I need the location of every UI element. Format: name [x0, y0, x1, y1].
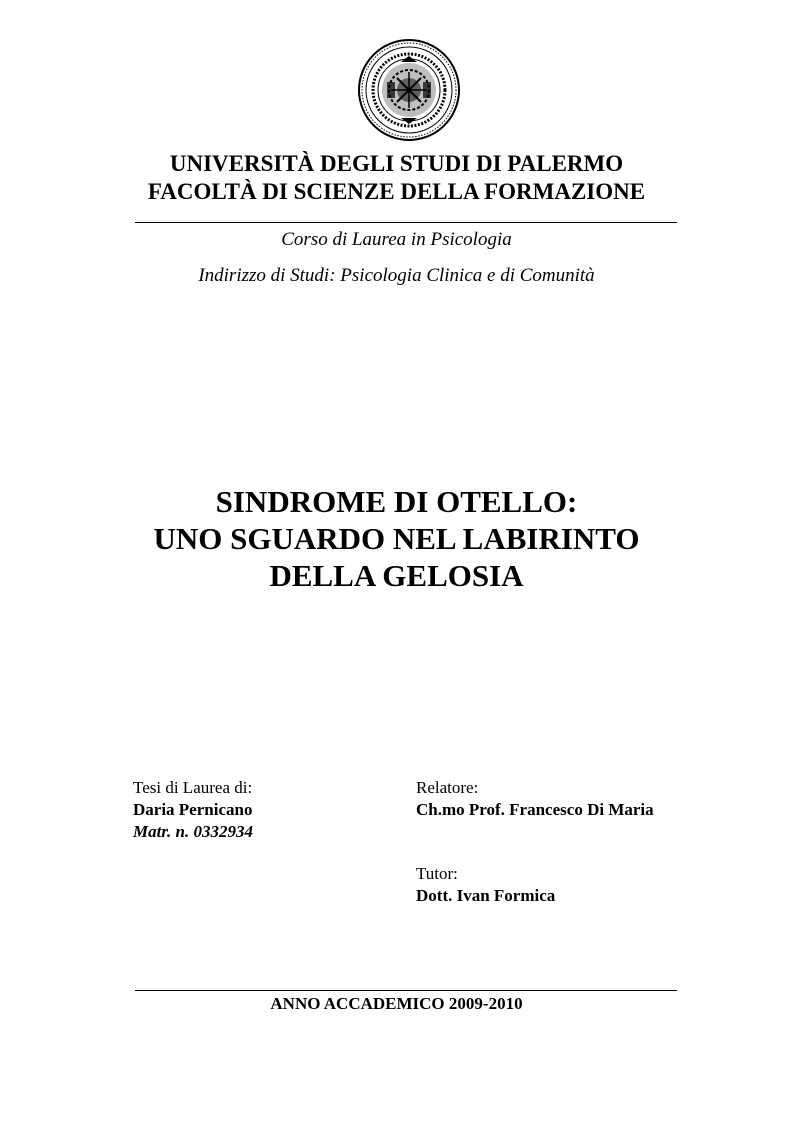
supervisor-label: Relatore:: [416, 778, 479, 797]
candidate-label: Tesi di Laurea di:: [133, 778, 253, 797]
header-divider: [135, 222, 677, 223]
faculty-name: FACOLTÀ DI SCIENZE DELLA FORMAZIONE: [147, 179, 646, 204]
thesis-title-line-1: SINDROME DI OTELLO:: [215, 484, 578, 519]
tutor-block: [416, 863, 555, 907]
course-name: Corso di Laurea in Psicologia: [281, 229, 512, 250]
supervisor-block: [416, 777, 654, 821]
study-track: Indirizzo di Studi: Psicologia Clinica e di Comunità: [198, 265, 595, 286]
thesis-title-line-3: DELLA GELOSIA: [269, 558, 524, 593]
thesis-title-line-2: UNO SGUARDO NEL LABIRINTO: [153, 521, 640, 556]
candidate-block: [133, 777, 253, 843]
university-seal-icon: [357, 38, 461, 142]
tutor-label: Tutor:: [416, 864, 458, 883]
candidate-matricola: Matr. n. 0332934: [133, 822, 253, 841]
footer-divider: [135, 990, 677, 991]
candidate-name: Daria Pernicano: [133, 800, 253, 819]
university-name: UNIVERSITÀ DEGLI STUDI DI PALERMO: [169, 151, 624, 176]
supervisor-name: Ch.mo Prof. Francesco Di Maria: [416, 800, 654, 819]
tutor-name: Dott. Ivan Formica: [416, 886, 556, 905]
academic-year: ANNO ACCADEMICO 2009-2010: [270, 994, 523, 1013]
